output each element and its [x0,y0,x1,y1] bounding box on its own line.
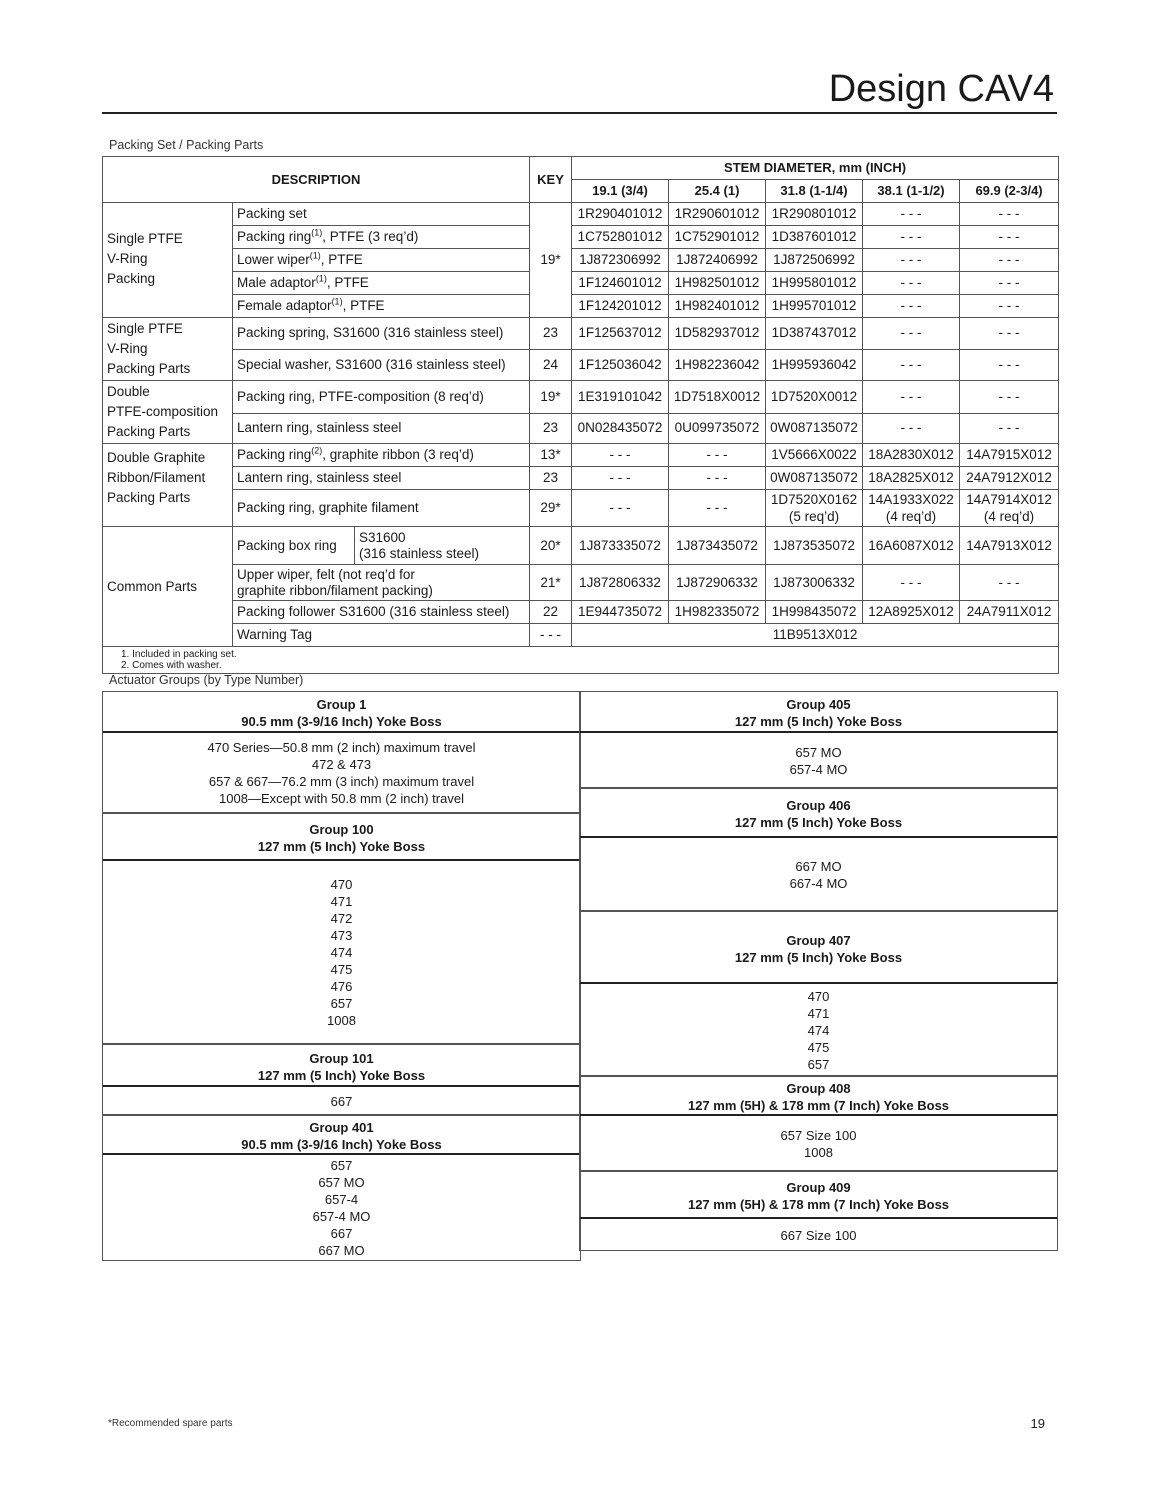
group-header [580,1171,1057,1219]
group-label-g3: Double PTFE-composition Packing Parts [103,381,233,444]
group-label-g2: Single PTFE V-Ring Packing Parts [103,318,233,381]
group-name: Group 406 [786,798,851,813]
row-value: 0W087135072 [766,467,863,490]
actuator-type: 667 [330,1226,353,1241]
row-value: - - - [572,444,669,467]
table-notes [103,647,1059,674]
row-description: Lantern ring, stainless steel [233,413,530,443]
row-key: 23 [530,467,572,490]
row-value: 14A1933X022 (4 req’d) [863,490,960,527]
group-items [580,838,1057,911]
row-key: 23 [530,318,572,350]
row-value: 14A7913X012 [960,527,1059,565]
row-value: 1D7520X0012 [766,381,863,414]
actuator-type: 667 Size 100 [780,1227,857,1243]
table-row [103,467,1059,490]
row-description: Packing follower S31600 (316 stainless steel) [233,601,530,624]
footnote-ref: (1) [315,273,327,284]
row-key: 20* [530,527,572,565]
row-value: - - - [863,295,960,318]
row-description: Upper wiper, felt (not req’d for graphite ribbon/filament packing) [233,565,530,601]
row-value: 1C752901012 [669,226,766,249]
row-key: 19* [530,203,572,318]
row-description: Lantern ring, stainless steel [233,467,530,490]
group-name: Group 101 [309,1050,374,1066]
footnote: 2. Comes with washer. [121,660,222,671]
row-value: 1J872906332 [669,565,766,601]
stem-size-0: 19.1 (3/4) [572,180,669,203]
group-label-g1: Single PTFE V-Ring Packing [103,203,233,318]
row-value: - - - [863,349,960,381]
row-value: 12A8925X012 [863,601,960,624]
table-row [103,413,1059,443]
group-items [580,984,1057,1076]
actuator-type: 657-4 MO [312,1209,371,1224]
actuator-type: 657 [807,1056,830,1072]
group-name: Group 407 [786,932,851,948]
row-value: - - - [669,467,766,490]
group-yoke-boss: 127 mm (5H) & 178 mm (7 Inch) Yoke Boss [687,1197,950,1212]
footnote-ref: (1) [311,227,323,238]
actuator-caption: Actuator Groups (by Type Number) [109,673,304,687]
row-value: - - - [863,413,960,443]
row-value: 1J872306992 [572,249,669,272]
row-value: - - - [669,444,766,467]
row-value: - - - [863,249,960,272]
actuator-type: 1008—Except with 50.8 mm (2 inch) travel [219,791,464,806]
row-value: - - - [863,565,960,601]
actuator-type: 470 [330,877,353,892]
actuator-type: 657 [330,1158,353,1173]
row-value: - - - [960,272,1059,295]
row-value: 1D387601012 [766,226,863,249]
actuator-type: 657 & 667—76.2 mm (3 inch) maximum travel [208,774,475,789]
row-value: 18A2830X012 [863,444,960,467]
table-row [103,272,1059,295]
row-value: - - - [669,490,766,527]
group-items [580,733,1057,788]
row-value: 1H995801012 [766,272,863,295]
row-value: 24A7911X012 [960,601,1059,624]
row-description: Packing ring, graphite filament [233,490,530,527]
table-row [103,527,1059,565]
group-label-g5: Common Parts [103,527,233,647]
group-header [580,691,1057,733]
group-items [580,1219,1057,1251]
row-value: - - - [960,203,1059,226]
group-yoke-boss: 90.5 mm (3-9/16 Inch) Yoke Boss [241,1137,442,1152]
stem-size-1: 25.4 (1) [669,180,766,203]
table-row [103,203,1059,226]
row-value: 0N028435072 [572,413,669,443]
actuator-column-right [579,691,1058,1251]
row-description: Warning Tag [233,624,530,647]
row-value: - - - [960,295,1059,318]
row-value: 1H998435072 [766,601,863,624]
row-description-material: S31600 (316 stainless steel) [355,527,530,565]
row-value: 18A2825X012 [863,467,960,490]
row-value: 1R290601012 [669,203,766,226]
row-value: 1H995701012 [766,295,863,318]
row-value: 1E944735072 [572,601,669,624]
row-value: 1R290801012 [766,203,863,226]
row-value: 1D387437012 [766,318,863,350]
group-header [103,691,580,733]
table-row [103,381,1059,414]
row-value: 1F125036042 [572,349,669,381]
group-name: Group 100 [309,822,374,837]
group-items [580,1116,1057,1171]
stem-size-3: 38.1 (1-1/2) [863,180,960,203]
footnote-ref: (1) [331,296,343,307]
table-row [103,349,1059,381]
row-value: 1J872406992 [669,249,766,272]
actuator-type: 474 [330,945,353,960]
table-row [103,565,1059,601]
row-value: 1H982401012 [669,295,766,318]
row-description: Special washer, S31600 (316 stainless steel) [233,349,530,381]
row-value: 1F124601012 [572,272,669,295]
footnote-ref: (2) [311,445,323,456]
group-name: Group 401 [309,1120,374,1135]
row-key: 29* [530,490,572,527]
actuator-type: 657 MO [795,744,842,760]
row-value: - - - [960,565,1059,601]
row-value: 1J873435072 [669,527,766,565]
table-row [103,318,1059,350]
col-key: KEY [530,157,572,203]
row-description: Packing box ring [233,527,355,565]
table-row [103,444,1059,467]
row-key: 24 [530,349,572,381]
actuator-type: 657 [330,996,353,1011]
group-header [580,911,1057,984]
actuator-type: 667 [330,1093,353,1109]
packing-caption: Packing Set / Packing Parts [109,138,264,152]
group-yoke-boss: 127 mm (5 Inch) Yoke Boss [257,1067,426,1083]
group-name: Group 408 [786,1081,851,1096]
row-value: - - - [863,272,960,295]
row-description: Packing spring, S31600 (316 stainless steel) [233,318,530,350]
row-description: Packing ring$^{(2)}$, graphite ribbon (3 req’d) [233,444,530,467]
row-description: Lower wiper$^{(1)}$, PTFE [233,249,530,272]
group-header [103,1115,580,1155]
row-value: 1J873335072 [572,527,669,565]
actuator-type: 667 MO [318,1243,365,1258]
row-value: - - - [863,203,960,226]
group-yoke-boss: 127 mm (5H) & 178 mm (7 Inch) Yoke Boss [687,1098,950,1113]
group-items [103,733,580,813]
group-label-g4: Double Graphite Ribbon/Filament Packing Parts [103,444,233,527]
row-key: 19* [530,381,572,414]
row-value: 14A7915X012 [960,444,1059,467]
footnote-ref: (1) [309,250,321,261]
group-yoke-boss: 127 mm (5 Inch) Yoke Boss [734,815,903,830]
row-value: 1D582937012 [669,318,766,350]
actuator-type: 472 [330,911,353,926]
row-key: 22 [530,601,572,624]
actuator-type: 476 [330,979,353,994]
row-value: 1D7520X0162 (5 req’d) [766,490,863,527]
page-number: 19 [1030,1416,1045,1431]
table-row [103,624,1059,647]
group-items [103,1155,580,1261]
row-description: Male adaptor$^{(1)}$, PTFE [233,272,530,295]
group-yoke-boss: 127 mm (5 Inch) Yoke Boss [734,714,903,729]
row-description: Packing ring, PTFE-composition (8 req’d) [233,381,530,414]
row-description: Female adaptor$^{(1)}$, PTFE [233,295,530,318]
row-value: 0W087135072 [766,413,863,443]
col-stem-diameter: STEM DIAMETER, mm (INCH) [572,157,1059,180]
actuator-type: 475 [807,1039,830,1055]
group-name: Group 405 [786,697,851,712]
group-header [580,788,1057,838]
actuator-type: 473 [330,928,353,943]
footnote: 1. Included in packing set. [121,649,237,660]
table-row [103,249,1059,272]
page-title: Design CAV4 [828,68,1054,110]
row-value: 24A7912X012 [960,467,1059,490]
row-value: 16A6087X012 [863,527,960,565]
row-value: 1F124201012 [572,295,669,318]
actuator-type: 470 [807,988,830,1004]
row-key: - - - [530,624,572,647]
stem-size-2: 31.8 (1-1/4) [766,180,863,203]
actuator-type: 667 MO [795,858,842,874]
row-value: - - - [572,467,669,490]
actuator-type: 471 [807,1005,830,1021]
row-value-all: 11B9513X012 [572,624,1059,647]
row-key: 23 [530,413,572,443]
row-description: Packing set [233,203,530,226]
row-value: 1D7518X0012 [669,381,766,414]
table-row [103,490,1059,527]
actuator-type: 470 Series—50.8 mm (2 inch) maximum travel [207,740,476,755]
group-yoke-boss: 127 mm (5 Inch) Yoke Boss [734,949,903,965]
actuator-type: 474 [807,1022,830,1038]
group-items [103,1087,580,1115]
table-row [103,226,1059,249]
row-value: 1V5666X0022 [766,444,863,467]
row-value: 1J873535072 [766,527,863,565]
row-value: 1R290401012 [572,203,669,226]
actuator-type: 667-4 MO [789,875,848,891]
group-header [103,813,580,861]
row-description: Packing ring$^{(1)}$, PTFE (3 req’d) [233,226,530,249]
group-yoke-boss: 90.5 mm (3-9/16 Inch) Yoke Boss [241,714,442,729]
actuator-type: 1008 [327,1013,356,1028]
row-value: 1H995936042 [766,349,863,381]
group-items [103,861,580,1044]
row-value: 1H982335072 [669,601,766,624]
actuator-column-left [102,691,581,1261]
row-value: - - - [960,413,1059,443]
actuator-type: 475 [330,962,353,977]
row-key: 21* [530,565,572,601]
packing-table [102,156,1059,674]
row-value: - - - [960,318,1059,350]
col-description: DESCRIPTION [103,157,530,203]
row-value: 14A7914X012 (4 req’d) [960,490,1059,527]
row-value: - - - [572,490,669,527]
actuator-type: 657 MO [318,1175,365,1190]
row-value: - - - [960,381,1059,414]
group-name: Group 409 [786,1180,851,1195]
actuator-type: 1008 [804,1144,833,1160]
footer-note: *Recommended spare parts [108,1418,233,1429]
group-header [103,1044,580,1087]
group-header [580,1076,1057,1116]
row-value: 1J873006332 [766,565,863,601]
table-row [103,295,1059,318]
actuator-type: 472 & 473 [311,757,372,772]
row-value: 1J872806332 [572,565,669,601]
group-yoke-boss: 127 mm (5 Inch) Yoke Boss [257,839,426,854]
row-value: - - - [960,349,1059,381]
row-value: 1F125637012 [572,318,669,350]
row-value: - - - [863,381,960,414]
row-key: 13* [530,444,572,467]
row-value: 0U099735072 [669,413,766,443]
actuator-type: 471 [330,894,353,909]
stem-size-4: 69.9 (2-3/4) [960,180,1059,203]
group-name: Group 1 [316,697,367,712]
row-value: - - - [960,226,1059,249]
title-rule [102,112,1057,114]
row-value: 1J872506992 [766,249,863,272]
actuator-type: 657-4 [324,1192,359,1207]
row-value: 1H982501012 [669,272,766,295]
row-value: - - - [960,249,1059,272]
table-row [103,601,1059,624]
notes-row [103,647,1059,674]
row-value: 1E319101042 [572,381,669,414]
row-value: 1H982236042 [669,349,766,381]
actuator-type: 657-4 MO [789,761,848,777]
row-value: - - - [863,318,960,350]
actuator-type: 657 Size 100 [780,1127,857,1143]
row-value: 1C752801012 [572,226,669,249]
row-value: - - - [863,226,960,249]
